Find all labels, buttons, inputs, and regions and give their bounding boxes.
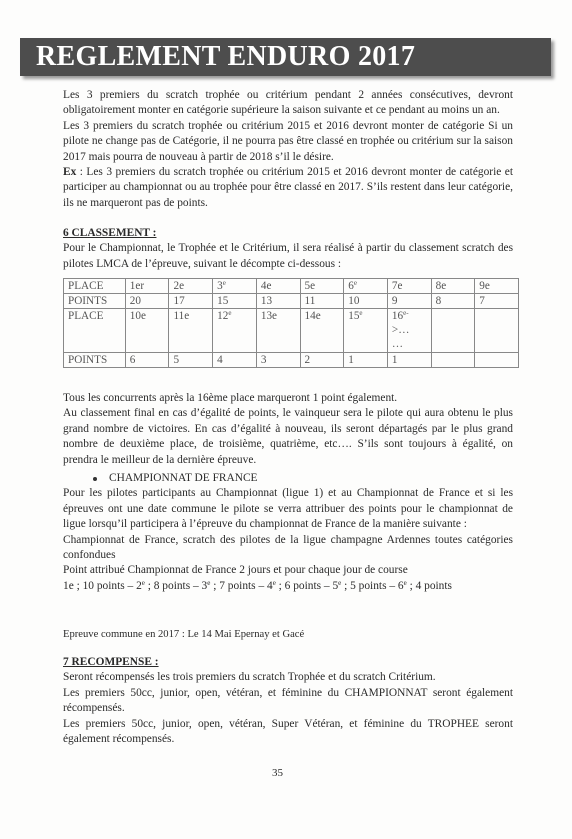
section-heading: 7 RECOMPENSE : [63, 656, 159, 668]
table-cell: 3e [213, 279, 257, 294]
table-cell: 8 [431, 294, 475, 309]
table-cell: 5 [169, 353, 213, 368]
paragraph: Les premiers 50cc, junior, open, vétéran, et féminine du CHAMPIONNAT seront également récompensés. [63, 686, 513, 715]
points-table [63, 278, 519, 368]
table-cell [475, 309, 519, 353]
table-cell: 7 [475, 294, 519, 309]
table-cell: 14e [300, 309, 344, 353]
paragraph: Au classement final en cas d’égalité de points, le vainqueur sera le pilote qui aura obtenu le plus grand nombre de victoires. En cas d’égalité à nouveau, ils seront départagés par le plus grand nombre de deuxième place, de troisième, quatrième, etc…. S’ils sont toujours à égalité, on prendra le meilleur de la dernière épreuve. [63, 407, 513, 466]
table-cell: 12e [213, 309, 257, 353]
paragraph: Seront récompensés les trois premiers du scratch Trophée et du scratch Critérium. [63, 671, 436, 684]
table-cell: 13e [256, 309, 300, 353]
page-title: REGLEMENT ENDURO 2017 [20, 38, 551, 76]
table-cell: 10e [125, 309, 169, 353]
table-cell: 2 [300, 353, 344, 368]
paragraph: Tous les concurrents après la 16ème place marqueront 1 point également. [63, 392, 398, 404]
table-cell: $16^{e-}$ >… … [387, 309, 431, 353]
section-heading: 6 CLASSEMENT : [63, 227, 157, 239]
table-cell: PLACE [64, 309, 126, 353]
table-cell: POINTS [64, 294, 126, 309]
section-intro: Pour le Championnat, le Trophée et le Critérium, il sera réalisé à partir du classement scratch des pilotes LMCA de l’épreuve, suivant le décompte ci-dessous : [63, 242, 513, 270]
table-cell: 17 [169, 294, 213, 309]
section-recompense [63, 655, 513, 747]
table-cell: 2e [169, 279, 213, 294]
paragraph: Les premiers 50cc, junior, open, vétéran, Super Vétéran, et féminine du TROPHEE seront également récompensés. [63, 717, 513, 746]
table-cell: 4 [213, 353, 257, 368]
table-row [64, 294, 519, 309]
table-cell: 3 [256, 353, 300, 368]
classement-details [63, 391, 513, 468]
table-cell [431, 309, 475, 353]
table-cell: 6 [125, 353, 169, 368]
table-cell: PLACE [64, 279, 126, 294]
table-cell: 1er [125, 279, 169, 294]
section-classement [63, 226, 513, 272]
bullet-item [63, 471, 513, 486]
example-paragraph [63, 165, 513, 211]
table-cell: 9 [387, 294, 431, 309]
table-cell: 10 [344, 294, 388, 309]
table-cell: 11 [300, 294, 344, 309]
example-prefix: Ex [63, 166, 77, 179]
table-cell: 4e [256, 279, 300, 294]
bullet-label: CHAMPIONNAT DE FRANCE [109, 472, 258, 484]
points-line: 1e ; 10 points – 2e ; 8 points – 3e ; 7 points – 4e ; 6 points – 5e ; 5 points – 6e ; 4 points [63, 578, 452, 592]
table-cell: 15e [344, 309, 388, 353]
table-row [64, 309, 519, 353]
table-cell [431, 353, 475, 368]
table-cell: 5e [300, 279, 344, 294]
table-cell: 20 [125, 294, 169, 309]
table-cell: POINTS [64, 353, 126, 368]
intro-paragraph: Les 3 premiers du scratch trophée ou critérium 2015 et 2016 devront monter de catégorie Si un pilote ne change pas de Catégorie, il ne pourra pas être classé en trophée ou critérium sur la saison 2017 mais pourra de nouveau à partir de 2018 s’il le désire. [63, 119, 513, 163]
paragraph: Pour les pilotes participants au Championnat (ligue 1) et au Championnat de France et si les épreuves ont une date commune le pilote se verra attribuer des points pour le championnat de ligue lorsqu’il participera à l’épreuve du championnat de France de la manière suivante : [63, 487, 513, 531]
table-cell: 15 [213, 294, 257, 309]
table-cell: 7e [387, 279, 431, 294]
championnat-section [63, 471, 513, 594]
page-number: 35 [272, 767, 283, 779]
table-cell: 13 [256, 294, 300, 309]
bullet-icon [93, 477, 97, 481]
intro-section [63, 88, 513, 211]
table-row [64, 353, 519, 368]
table-cell: 6e [344, 279, 388, 294]
paragraph: Championnat de France, scratch des pilotes de la ligue champagne Ardennes toutes catégories confondues [63, 533, 513, 562]
epreuve-note: Epreuve commune en 2017 : Le 14 Mai Epernay et Gacé [63, 629, 305, 640]
table-cell: 11e [169, 309, 213, 353]
table-cell: 1 [387, 353, 431, 368]
paragraph: Point attribué Championnat de France 2 jours et pour chaque jour de course [63, 564, 408, 577]
example-text: : Les 3 premiers du scratch trophée ou critérium 2015 et 2016 devront monter de catégorie et participer au championnat ou au trophée pour être classé en 2017. S’ils restent dans leur catégorie, ils ne marqueront pas de points. [63, 166, 513, 209]
table-cell: 9e [475, 279, 519, 294]
table-cell: 1 [344, 353, 388, 368]
intro-paragraph: Les 3 premiers du scratch trophée ou critérium pendant 2 années consécutives, devront obligatoirement monter en catégorie supérieure la saison suivante et ce pendant au moins un an. [63, 89, 513, 117]
table-cell [475, 353, 519, 368]
table-cell: 8e [431, 279, 475, 294]
table-row [64, 279, 519, 294]
